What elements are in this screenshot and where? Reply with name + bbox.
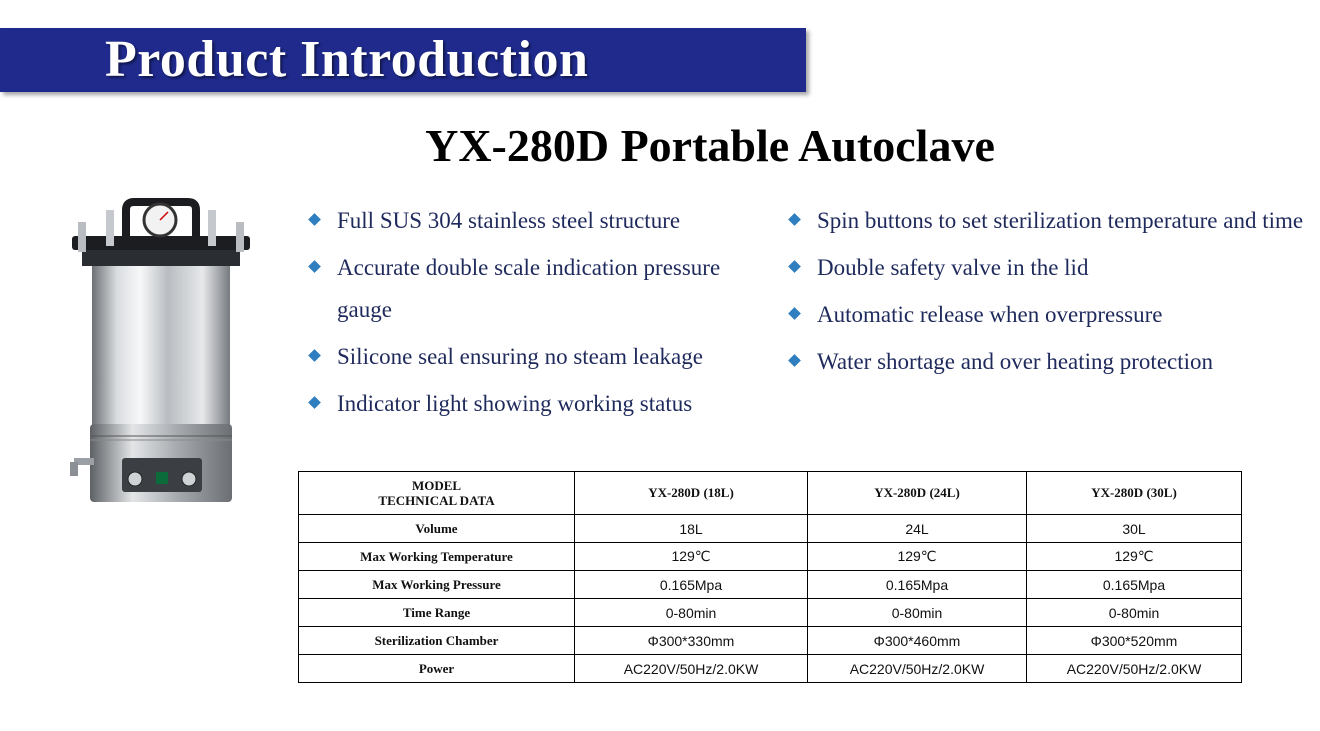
cell-value: Φ300*460mm xyxy=(808,627,1027,655)
feature-list-left xyxy=(306,200,766,430)
cell-value: AC220V/50Hz/2.0KW xyxy=(575,655,808,683)
header-cell-model-18l: YX-280D (18L) xyxy=(575,472,808,515)
cell-value: 24L xyxy=(808,515,1027,543)
cell-value: 129℃ xyxy=(808,543,1027,571)
table-row xyxy=(299,515,1242,543)
diamond-bullet-icon xyxy=(788,213,801,226)
header-cell-model-24l: YX-280D (24L) xyxy=(808,472,1027,515)
table-row xyxy=(299,655,1242,683)
feature-item: Water shortage and over heating protection xyxy=(786,341,1306,383)
feature-item: Spin buttons to set sterilization temperature and time xyxy=(786,200,1306,242)
row-label: Time Range xyxy=(299,599,575,627)
feature-item: Double safety valve in the lid xyxy=(786,247,1306,289)
feature-item: Indicator light showing working status xyxy=(306,383,766,425)
cell-value: 0-80min xyxy=(1027,599,1242,627)
cell-value: 129℃ xyxy=(575,543,808,571)
autoclave-icon xyxy=(62,196,258,510)
cell-value: 18L xyxy=(575,515,808,543)
product-title: YX-280D Portable Autoclave xyxy=(425,120,995,171)
diamond-bullet-icon xyxy=(308,213,321,226)
header-cell-model: MODEL TECHNICAL DATA xyxy=(299,472,575,515)
table-header-row xyxy=(299,472,1242,515)
cell-value: AC220V/50Hz/2.0KW xyxy=(808,655,1027,683)
row-label: Max Working Pressure xyxy=(299,571,575,599)
table-row xyxy=(299,571,1242,599)
cell-value: Φ300*520mm xyxy=(1027,627,1242,655)
spec-table xyxy=(298,471,1242,683)
cell-value: 129℃ xyxy=(1027,543,1242,571)
feature-list-right xyxy=(786,200,1306,388)
cell-value: 30L xyxy=(1027,515,1242,543)
row-label: Sterilization Chamber xyxy=(299,627,575,655)
feature-item: Automatic release when overpressure xyxy=(786,294,1306,336)
diamond-bullet-icon xyxy=(788,260,801,273)
cell-value: 0.165Mpa xyxy=(575,571,808,599)
cell-value: 0.165Mpa xyxy=(1027,571,1242,599)
feature-item: Silicone seal ensuring no steam leakage xyxy=(306,336,766,378)
row-label: Power xyxy=(299,655,575,683)
cell-value: 0-80min xyxy=(575,599,808,627)
cell-value: AC220V/50Hz/2.0KW xyxy=(1027,655,1242,683)
header-cell-model-30l: YX-280D (30L) xyxy=(1027,472,1242,515)
cell-value: Φ300*330mm xyxy=(575,627,808,655)
diamond-bullet-icon xyxy=(308,396,321,409)
table-row xyxy=(299,627,1242,655)
feature-item: Full SUS 304 stainless steel structure xyxy=(306,200,766,242)
page-title: Product Introduction xyxy=(105,31,589,88)
header-banner xyxy=(0,28,806,92)
cell-value: 0.165Mpa xyxy=(808,571,1027,599)
diamond-bullet-icon xyxy=(788,307,801,320)
diamond-bullet-icon xyxy=(788,354,801,367)
cell-value: 0-80min xyxy=(808,599,1027,627)
row-label: Volume xyxy=(299,515,575,543)
diamond-bullet-icon xyxy=(308,349,321,362)
table-row xyxy=(299,543,1242,571)
feature-item: Accurate double scale indication pressure gauge xyxy=(306,247,766,331)
diamond-bullet-icon xyxy=(308,260,321,273)
row-label: Max Working Temperature xyxy=(299,543,575,571)
table-row xyxy=(299,599,1242,627)
